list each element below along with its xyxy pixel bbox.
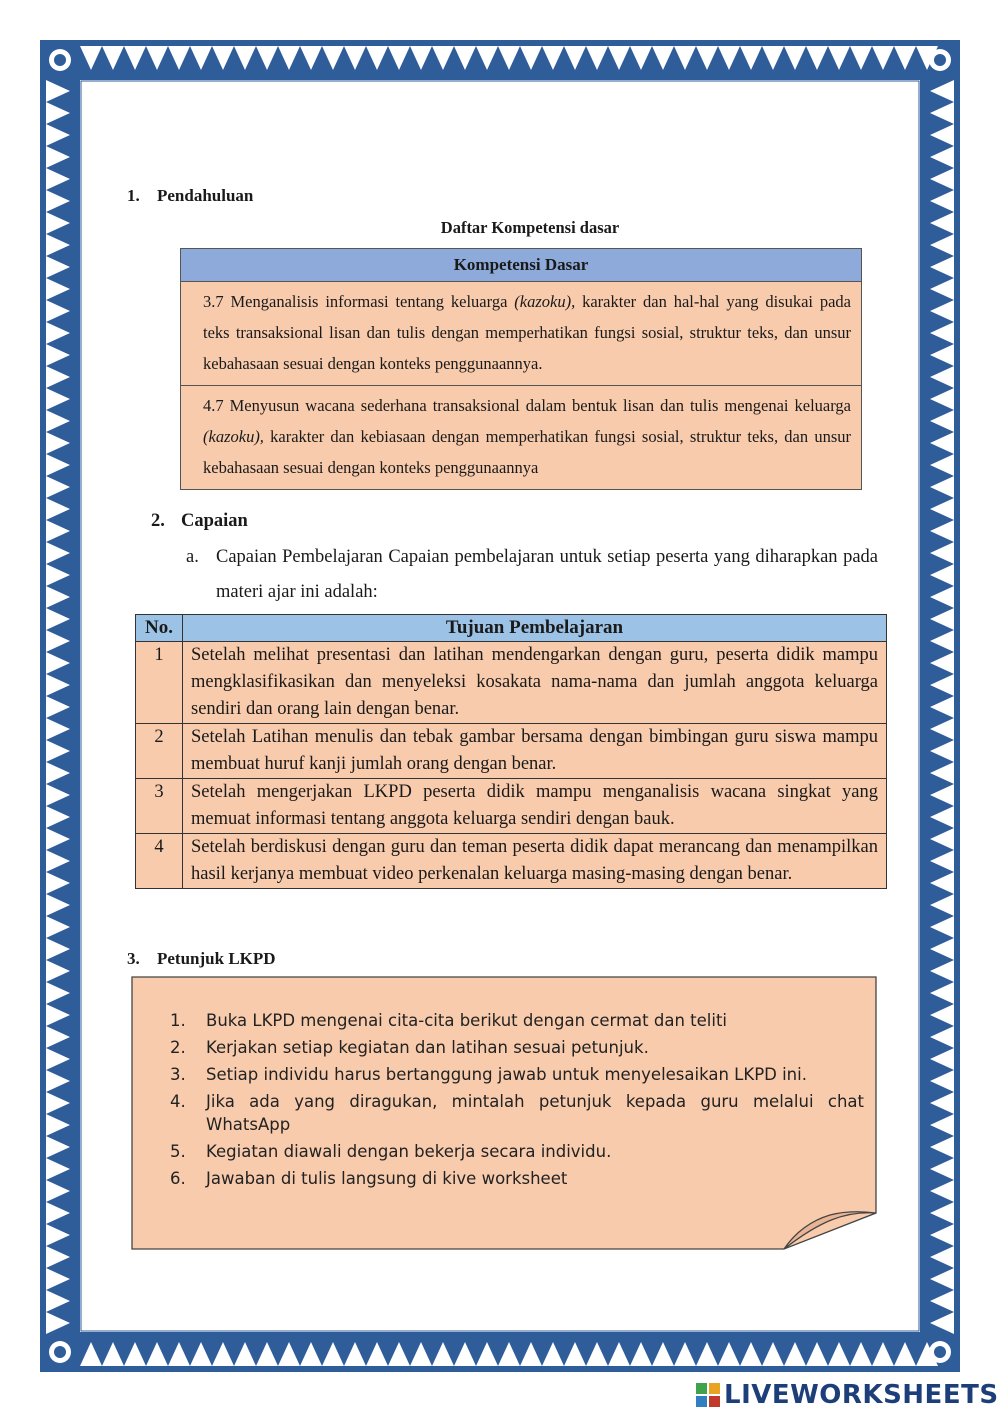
- capaian-item-text: Capaian Pembelajaran Capaian pembelajaran untuk setiap peserta yang diharapkan pada materi ajar ini adalah:: [216, 547, 878, 602]
- section-2-title: Capaian: [181, 511, 248, 531]
- liveworksheets-logo-icon: [695, 1382, 721, 1408]
- kd-cell-2: 4.7 Menyusun wacana sederhana transaksional dalam bentuk lisan dan tulis mengenai keluarga (kazoku), karakter dan kebiasaan dengan memperhatikan fungsi sosial, struktur teks, dan unsur kebahasaan sesuai dengan konteks penggunaannya: [181, 386, 862, 490]
- kd-table-header: Kompetensi Dasar: [181, 249, 862, 282]
- table-row: [181, 282, 862, 386]
- tp-row-number: 1: [136, 642, 183, 724]
- section-3-heading: [127, 949, 276, 969]
- tp-row-number: 4: [136, 834, 183, 889]
- table-row: [136, 642, 887, 724]
- tp-row-number: 2: [136, 724, 183, 779]
- tp-header-tujuan: Tujuan Pembelajaran: [183, 615, 887, 642]
- tp-row-text: Setelah mengerjakan LKPD peserta didik mampu menganalisis wacana singkat yang memuat informasi tentang anggota keluarga sendiri dengan bauk.: [183, 779, 887, 834]
- tujuan-pembelajaran-table: [135, 614, 887, 889]
- section-2-heading: [151, 511, 248, 532]
- kd-cell-1: 3.7 Menganalisis informasi tentang keluarga (kazoku), karakter dan hal-hal yang disukai pada teks transaksional lisan dan tulis dengan memperhatikan fungsi sosial, struktur teks, dan unsur kebahasaan sesuai dengan konteks penggunaannya.: [181, 282, 862, 386]
- capaian-item-letter: a.: [186, 547, 199, 567]
- table-row: [181, 386, 862, 490]
- list-item: 1. Buka LKPD mengenai cita-cita berikut dengan cermat dan teliti: [170, 1011, 728, 1030]
- table-row: [136, 724, 887, 779]
- kompetensi-dasar-table: [180, 248, 862, 490]
- tp-row-text: Setelah berdiskusi dengan guru dan teman peserta didik dapat merancang dan menampilkan hasil kerjanya membuat video perkenalan keluarga masing-masing dengan benar.: [183, 834, 887, 889]
- petunjuk-list: [170, 1009, 864, 1194]
- tp-row-number: 3: [136, 779, 183, 834]
- section-1-title: Pendahuluan: [157, 186, 254, 205]
- liveworksheets-watermark: [695, 1380, 999, 1410]
- section-3-number: 3.: [127, 949, 140, 968]
- section-2-number: 2.: [151, 511, 165, 531]
- list-item: 3. Setiap individu harus bertanggung jawab untuk menyelesaikan LKPD ini.: [170, 1065, 807, 1084]
- tp-header-no: No.: [136, 615, 183, 642]
- tp-row-text: Setelah Latihan menulis dan tebak gambar bersama dengan bimbingan guru siswa mampu membuat huruf kanji jumlah orang dengan benar.: [183, 724, 887, 779]
- list-item: 5. Kegiatan diawali dengan bekerja secara individu.: [170, 1142, 612, 1161]
- watermark-text: LIVEWORKSHEETS: [724, 1380, 999, 1410]
- kd-table-caption: Daftar Kompetensi dasar: [440, 218, 620, 237]
- section-1-heading: [127, 186, 253, 206]
- table-row: [136, 834, 887, 889]
- list-item: 4. Jika ada yang diragukan, mintalah petunjuk kepada guru melalui chat WhatsApp: [170, 1092, 864, 1134]
- section-3-title: Petunjuk LKPD: [157, 949, 276, 968]
- tp-row-text: Setelah melihat presentasi dan latihan mendengarkan dengan guru, peserta didik mampu mengklasifikasikan dan menyeleksi kosakata nama-nama dan jumlah anggota keluarga sendiri dan orang lain dengan benar.: [183, 642, 887, 724]
- table-row: [136, 779, 887, 834]
- list-item: 2. Kerjakan setiap kegiatan dan latihan sesuai petunjuk.: [170, 1038, 649, 1057]
- list-item: 6. Jawaban di tulis langsung di kive worksheet: [170, 1169, 568, 1188]
- section-1-number: 1.: [127, 186, 140, 205]
